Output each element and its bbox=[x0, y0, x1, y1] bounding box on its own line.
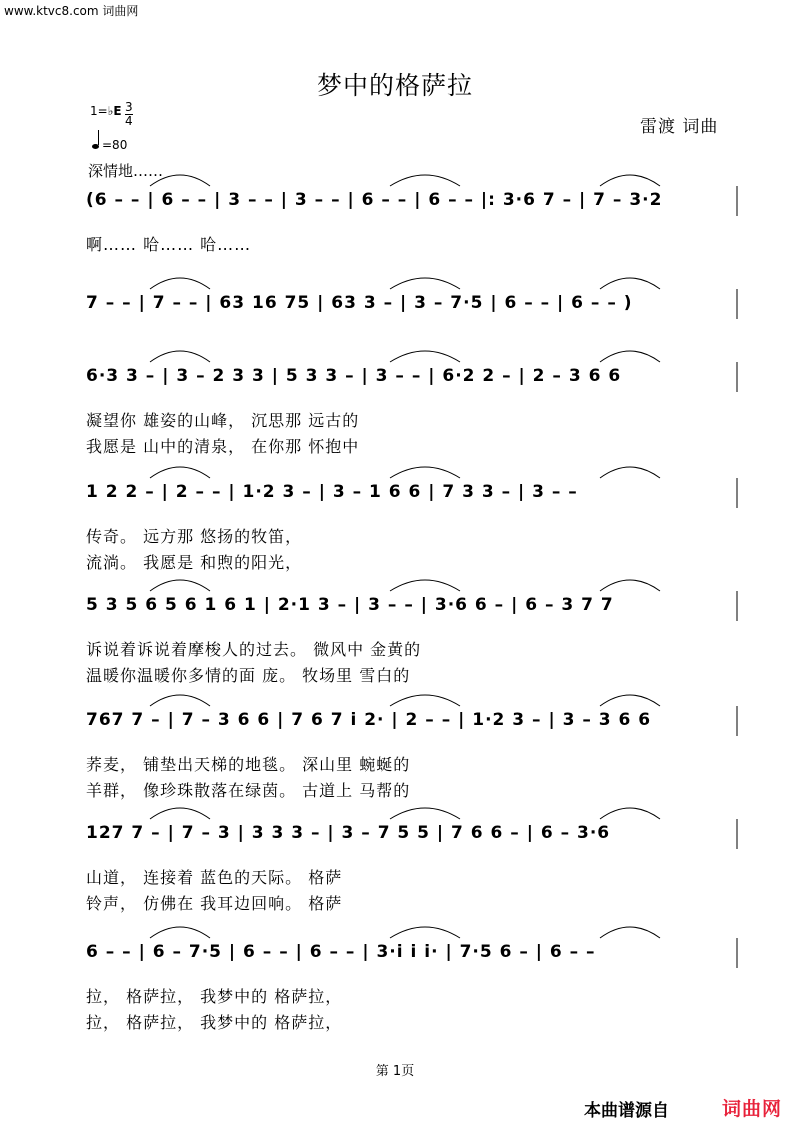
lyric-line: 诉说着诉说着摩梭人的过去。 微风中 金黄的 bbox=[86, 640, 422, 659]
tie-arc bbox=[390, 808, 460, 819]
tie-arc bbox=[390, 927, 460, 938]
tie-arc bbox=[600, 175, 660, 186]
site-watermark: www.ktvc8.com 词曲网 bbox=[4, 4, 139, 18]
tie-arc bbox=[600, 808, 660, 819]
song-title: 梦中的格萨拉 bbox=[316, 71, 473, 100]
lyric-line: 拉， 格萨拉， 我梦中的 格萨拉， bbox=[86, 987, 343, 1006]
lyric-line: 羊群， 像珍珠散落在绿茵。 古道上 马帮的 bbox=[86, 781, 411, 800]
notation-line: 5 3 5 6 5 6 1 6 1 | 2·1 3 – | 3 – – | 3·6 6 – | 6 – 3 7 7 bbox=[86, 595, 614, 615]
expression-marking: 深情地…… bbox=[88, 162, 164, 180]
lyric-line: 流淌。 我愿是 和煦的阳光， bbox=[86, 553, 303, 572]
notation-line: 6·3 3 – | 3 – 2 3 3 | 5 3 3 – | 3 – – | 6·2 2 – | 2 – 3 6 6 bbox=[86, 366, 622, 386]
tie-arc bbox=[150, 580, 210, 591]
tie-arc bbox=[150, 351, 210, 362]
lyric-line: 凝望你 雄姿的山峰， 沉思那 远古的 bbox=[86, 411, 360, 430]
lyric-line: 山道， 连接着 蓝色的天际。 格萨 bbox=[86, 868, 343, 887]
notation-line: 7 – – | 7 – – | 63 16 75 | 63 3 – | 3 – 7·5 | 6 – – | 6 – – ) bbox=[86, 293, 633, 313]
tie-arc bbox=[150, 467, 210, 478]
lyric-line: 铃声， 仿佛在 我耳边回响。 格萨 bbox=[86, 894, 343, 913]
lyric-line: 拉， 格萨拉， 我梦中的 格萨拉， bbox=[86, 1013, 343, 1032]
page-number: 第 1页 bbox=[375, 1064, 415, 1079]
notation-line: 6 – – | 6 – 7·5 | 6 – – | 6 – – | 3·i i i· | 7·5 6 – | 6 – – bbox=[86, 942, 596, 962]
key-signature: 1=♭E bbox=[90, 104, 122, 118]
lyric-line: 温暖你温暖你多情的面 庞。 牧场里 雪白的 bbox=[86, 666, 411, 685]
tie-arc bbox=[600, 467, 660, 478]
tie-arc bbox=[150, 278, 210, 289]
tie-arc bbox=[150, 808, 210, 819]
source-label: 本曲谱源自 bbox=[584, 1101, 669, 1121]
tie-arc bbox=[390, 580, 460, 591]
tie-arc bbox=[600, 695, 660, 706]
notation-line: 1 2 2 – | 2 – – | 1·2 3 – | 3 – 1 6 6 | 7 3 3 – | 3 – – bbox=[86, 482, 578, 502]
lyric-line: 传奇。 远方那 悠扬的牧笛， bbox=[86, 527, 303, 546]
tie-arc bbox=[390, 467, 460, 478]
tie-arc bbox=[150, 927, 210, 938]
tie-arc bbox=[600, 278, 660, 289]
lyric-line: 我愿是 山中的清泉， 在你那 怀抱中 bbox=[86, 437, 360, 456]
tie-arc bbox=[390, 278, 460, 289]
site-logo: 词曲网 bbox=[722, 1098, 783, 1120]
tie-arc bbox=[600, 580, 660, 591]
time-signature: $\frac{3}{4}$ bbox=[125, 100, 133, 128]
tie-arc bbox=[600, 351, 660, 362]
tie-arc bbox=[390, 175, 460, 186]
tie-arc bbox=[150, 695, 210, 706]
tie-arc bbox=[150, 175, 210, 186]
notation-line: (6 – – | 6 – – | 3 – – | 3 – – | 6 – – | 6 – – |: 3·6 7 – | 7 – 3·2 bbox=[86, 190, 663, 210]
tie-arc bbox=[390, 351, 460, 362]
tie-arc bbox=[600, 927, 660, 938]
lyric-line: 啊…… 哈…… 哈…… bbox=[86, 235, 252, 254]
notation-line: 767 7 – | 7 – 3 6 6 | 7 6 7 i 2· | 2 – – | 1·2 3 – | 3 – 3 6 6 bbox=[86, 710, 652, 730]
notation-line: 127 7 – | 7 – 3 | 3 3 3 – | 3 – 7 5 5 | 7 6 6 – | 6 – 3·6 bbox=[86, 823, 611, 843]
lyric-line: 荞麦， 铺垫出天梯的地毯。 深山里 蜿蜒的 bbox=[86, 755, 411, 774]
tie-arc bbox=[390, 695, 460, 706]
tempo-marking: =80 bbox=[92, 138, 127, 152]
author-credit: 雷渡 词曲 bbox=[640, 117, 719, 137]
